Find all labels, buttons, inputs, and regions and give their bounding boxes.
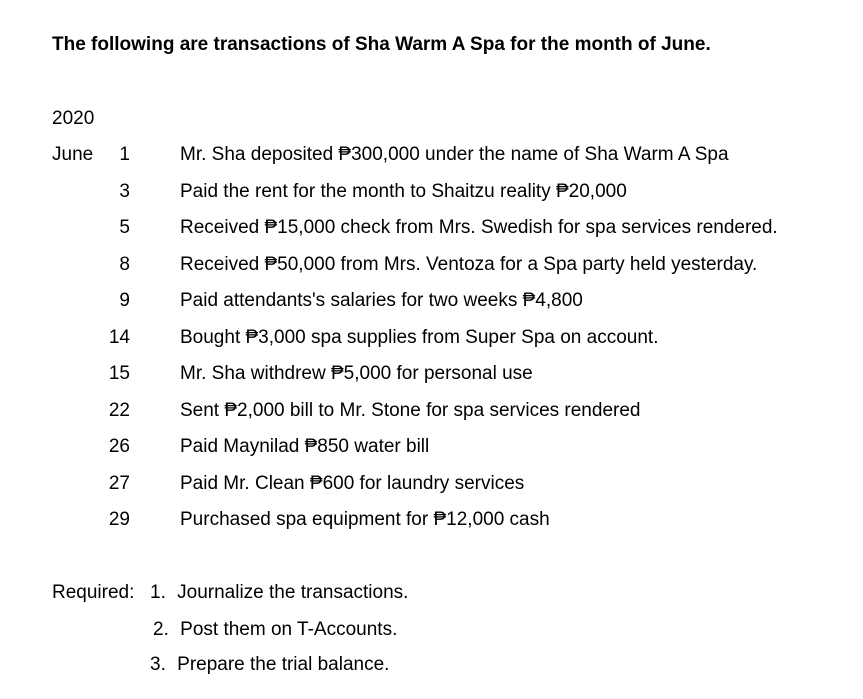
transaction-description: Purchased spa equipment for ₱12,000 cash <box>180 509 550 530</box>
transaction-day: 9 <box>119 290 130 311</box>
transaction-day: 15 <box>108 363 130 384</box>
required-item-1 <box>150 582 408 604</box>
transaction-day: 5 <box>119 217 130 238</box>
transaction-day: 3 <box>119 180 130 202</box>
transaction-day: 22 <box>108 399 130 421</box>
required-item-number: 1. <box>150 582 166 603</box>
document-heading: The following are transactions of Sha Warm A Spa for the month of June. <box>52 34 711 55</box>
transaction-day: 27 <box>108 472 130 494</box>
transaction-description: Paid Mr. Clean ₱600 for laundry services <box>180 472 525 494</box>
transaction-description: Paid attendants's salaries for two weeks ₱4,800 <box>180 290 583 311</box>
required-item-2 <box>153 619 397 641</box>
required-item-number: 3. <box>150 654 166 675</box>
transaction-row <box>0 400 863 437</box>
transaction-row <box>0 217 863 254</box>
transactions-list <box>0 144 863 546</box>
transaction-row <box>0 327 863 364</box>
transaction-row <box>0 473 863 510</box>
transaction-description: Bought ₱3,000 spa supplies from Super Spa on account. <box>180 326 659 348</box>
required-item-text: Journalize the transactions. <box>177 582 409 603</box>
transaction-description: Paid Maynilad ₱850 water bill <box>180 436 430 457</box>
transaction-row <box>0 509 863 546</box>
transaction-day: 29 <box>108 509 130 530</box>
year-label: 2020 <box>52 108 95 129</box>
transaction-description: Mr. Sha withdrew ₱5,000 for personal use <box>180 363 533 384</box>
required-item-number: 2. <box>153 619 169 640</box>
transaction-description: Sent ₱2,000 bill to Mr. Stone for spa services rendered <box>180 399 641 421</box>
required-label: Required: <box>52 582 135 603</box>
transaction-description: Paid the rent for the month to Shaitzu reality ₱20,000 <box>180 180 627 202</box>
transaction-description: Received ₱15,000 check from Mrs. Swedish for spa services rendered. <box>180 217 778 238</box>
transaction-row <box>0 144 863 181</box>
transaction-description: Mr. Sha deposited ₱300,000 under the name of Sha Warm A Spa <box>180 144 729 165</box>
required-item-text: Prepare the trial balance. <box>177 654 390 675</box>
transaction-description: Received ₱50,000 from Mrs. Ventoza for a Spa party held yesterday. <box>180 253 758 275</box>
required-item-3 <box>150 654 389 676</box>
transaction-day: 14 <box>108 326 130 348</box>
transaction-day: 1 <box>119 144 130 165</box>
transaction-month: June <box>52 144 94 165</box>
transaction-row <box>0 254 863 291</box>
transaction-row <box>0 290 863 327</box>
transaction-row <box>0 181 863 218</box>
transaction-row <box>0 363 863 400</box>
transaction-day: 8 <box>119 253 130 275</box>
required-item-text: Post them on T-Accounts. <box>180 619 398 640</box>
transaction-row <box>0 436 863 473</box>
transaction-day: 26 <box>108 436 130 457</box>
